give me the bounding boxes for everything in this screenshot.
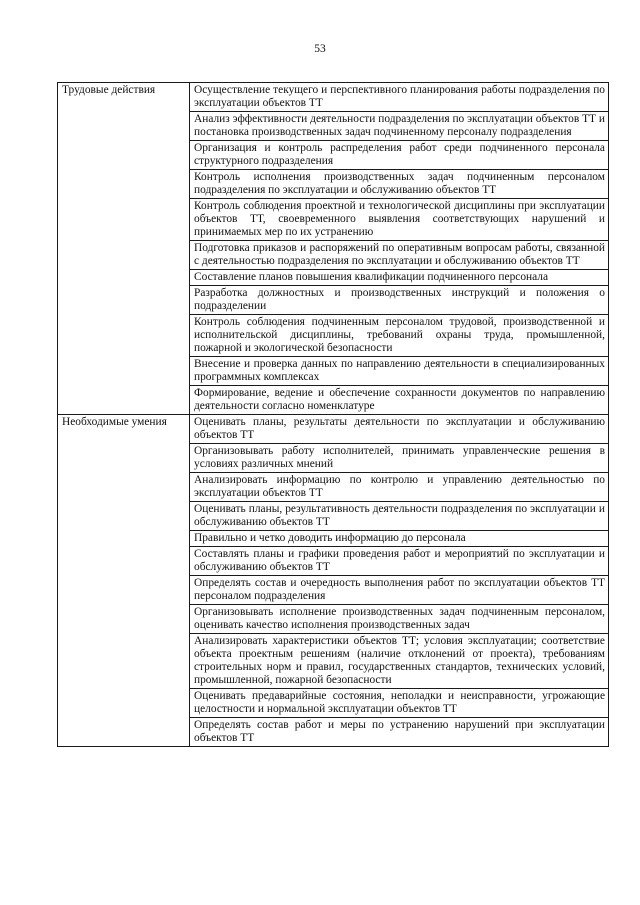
table-row [58, 415, 609, 444]
section-label: Трудовые действия [58, 83, 190, 415]
table-cell-item: Анализировать информацию по контролю и управлению деятельностью по эксплуатации объектов ТТ [190, 473, 609, 502]
specification-table-body [58, 83, 609, 747]
table-cell-item: Оценивать планы, результаты деятельности по эксплуатации и обслуживанию объектов ТТ [190, 415, 609, 444]
table-cell-item: Контроль соблюдения подчиненным персоналом трудовой, производственной и исполнительской дисциплины, требований охраны труда, промышленной, пожарной и экологической безопасности [190, 315, 609, 357]
table-cell-item: Анализировать характеристики объектов ТТ; условия эксплуатации; соответствие объекта проектным решениям (наличие отклонений от проекта), требованиям строительных норм и правил, государственных стандартов, технических условий, промышленной, пожарной безопасности [190, 634, 609, 689]
page-number: 53 [314, 43, 326, 55]
table-cell-item: Составлять планы и графики проведения работ и мероприятий по эксплуатации и обслуживанию объектов ТТ [190, 547, 609, 576]
table-cell-item: Правильно и четко доводить информацию до персонала [190, 531, 609, 547]
table-cell-item: Составление планов повышения квалификации подчиненного персонала [190, 270, 609, 286]
table-cell-item: Контроль соблюдения проектной и технологической дисциплины при эксплуатации объектов ТТ, своевременного выявления соответствующих нарушений и принимаемых мер по их устранению [190, 199, 609, 241]
table-cell-item: Разработка должностных и производственных инструкций и положения о подразделении [190, 286, 609, 315]
table-cell-item: Подготовка приказов и распоряжений по оперативным вопросам работы, связанной с деятельностью подразделения по эксплуатации и обслуживанию объектов ТТ [190, 241, 609, 270]
section-label: Необходимые умения [58, 415, 190, 747]
specification-table [57, 82, 609, 747]
table-cell-item: Организовывать исполнение производственных задач подчиненным персоналом, оценивать качество исполнения производственных задач [190, 605, 609, 634]
table-cell-item: Определять состав работ и меры по устранению нарушений при эксплуатации объектов ТТ [190, 718, 609, 747]
table-cell-item: Определять состав и очередность выполнения работ по эксплуатации объектов ТТ персоналом подразделения [190, 576, 609, 605]
table-cell-item: Осуществление текущего и перспективного планирования работы подразделения по эксплуатации объектов ТТ [190, 83, 609, 112]
table-cell-item: Внесение и проверка данных по направлению деятельности в специализированных программных комплексах [190, 357, 609, 386]
table-cell-item: Оценивать предаварийные состояния, неполадки и неисправности, угрожающие целостности и нормальной эксплуатации объектов ТТ [190, 689, 609, 718]
table-cell-item: Организовывать работу исполнителей, принимать управленческие решения в условиях различных мнений [190, 444, 609, 473]
table-cell-item: Организация и контроль распределения работ среди подчиненного персонала структурного подразделения [190, 141, 609, 170]
table-cell-item: Контроль исполнения производственных задач подчиненным персоналом подразделения по эксплуатации и обслуживанию объектов ТТ [190, 170, 609, 199]
table-row [58, 83, 609, 112]
table-cell-item: Формирование, ведение и обеспечение сохранности документов по направлению деятельности согласно номенклатуре [190, 386, 609, 415]
table-cell-item: Оценивать планы, результативность деятельности подразделения по эксплуатации и обслуживанию объектов ТТ [190, 502, 609, 531]
table-cell-item: Анализ эффективности деятельности подразделения по эксплуатации объектов ТТ и постановка производственных задач подчиненному персоналу подразделения [190, 112, 609, 141]
